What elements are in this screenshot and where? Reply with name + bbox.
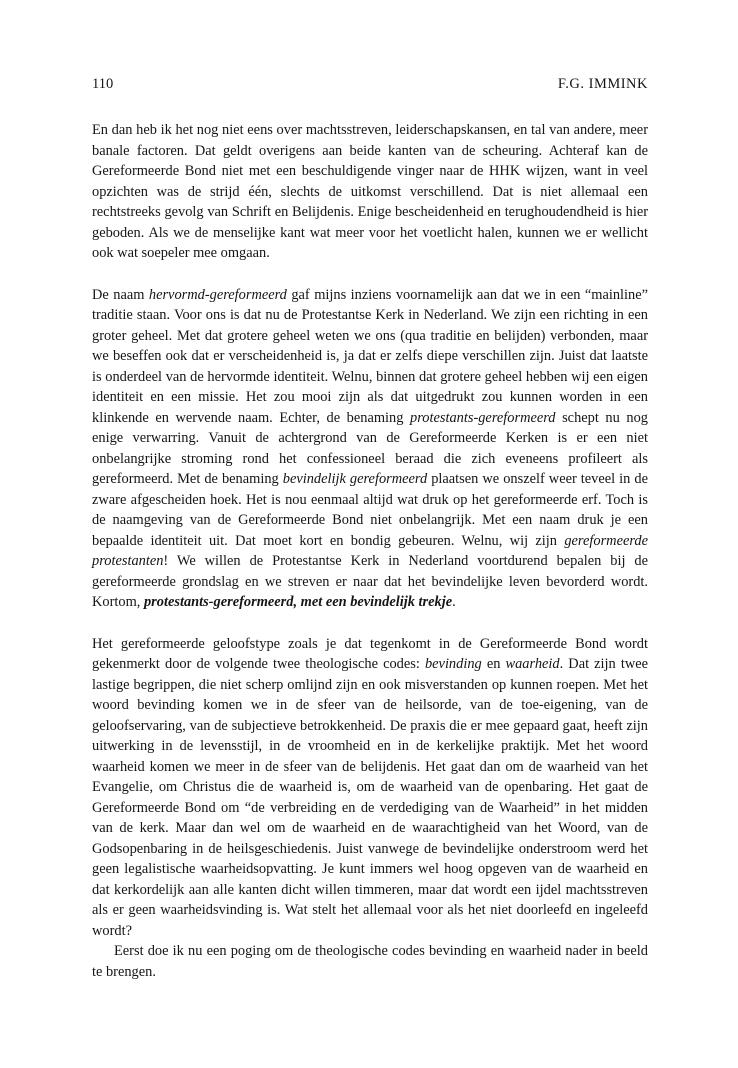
- text-run: hervormd-gereformeerd: [148, 286, 287, 303]
- text-run: waarheid: [505, 656, 560, 672]
- text-run: gaf mijns inziens voornamelijk aan dat we in een “mainline” traditie staan. Voor ons is dat nu de Protestantse Kerk in Nederland. We zijn een richting in een groter geheel. Met dat grotere geheel weten we ons (qua traditie en belijden) verbonden, maar we beseffen ook dat er verscheidenheid is, ja dat er zelfs diepe verschillen zijn. Juist dat laatste is onderdeel van de hervormde identiteit. Welnu, binnen dat grotere geheel hebben wij een eigen identiteit en een missie. Het zou mooi zijn als dat uitgedrukt zou kunnen worden in een klinkende en wervende naam. Echter, de benaming: [92, 286, 649, 426]
- text-run: Eerst doe ik nu een poging om de theologische codes bevinding en waarheid nader in beeld te brengen.: [92, 943, 648, 980]
- text-run: . Dat zijn twee lastige begrippen, die niet scherp omlijnd zijn en ook misverstanden op kunnen roepen. Met het woord bevinding komen we in de sfeer van de heilsorde, van de toe-eigening, van de geloofservaring, van de subjectieve betrokkenheid. De praxis die er mee gepaard gaat, heeft zijn uitwerking in de levensstijl, in de vroomheid en in de kerkelijke praktijk. Met het woord waarheid komen we meer in de sfeer van de belijdenis. Het gaat dan om de waarheid van het Evangelie, om Christus die de waarheid is, om de waarheid van de openbaring. Het gaat de Gereformeerde Bond om “de verbreiding en de verdediging van de Waarheid” in het midden van de kerk. Maar dan wel om de waarheid en de waarachtigheid van het Woord, van de Godsopenbaring in de heilsgeschiedenis. Juist vanwege de bevindelijke onderstroom werd het geen legalistische waarheidsopvatting. Je kunt immers wel hoog opgeven van de waarheid en dat kerkordelijk aan alle kanten dicht willen timmeren, maar dat wordt een ijdel machtsstreven als er geen waarheidsvinding is. Wat stelt het allemaal voor als het niet doorleefd en ingeleefd wordt?: [92, 656, 649, 939]
- page-number: 110: [92, 76, 114, 92]
- paragraph: [92, 941, 648, 982]
- text-run: Het gereformeerde geloofstype zoals je dat tegenkomt in de Gereformeerde Bond wordt gekenmerkt door de volgende twee theologische codes:: [92, 635, 648, 672]
- text-run: bevindelijk gereformeerd: [282, 471, 428, 487]
- page-body: [92, 120, 648, 982]
- paragraph: [92, 120, 648, 264]
- paragraph: [92, 285, 648, 613]
- text-run: En dan heb ik het nog niet eens over machtsstreven, leiderschapskansen, en tal van andere, meer banale factoren. Dat geldt overigens aan beide kanten van de scheuring. Achteraf kan de Gereformeerde Bond niet met een beschuldigende vinger naar de HHK wijzen, want in veel opzichten was de strijd één, slechts de uitkomst verschillend. Dat is niet allemaal een rechtstreeks gevolg van Schrift en Belijdenis. Enige bescheidenheid en terughoudendheid is hier geboden. Als we de menselijke kant wat meer voor het voetlicht halen, kunnen we er wellicht ook wat soepeler mee omgaan.: [92, 122, 648, 261]
- text-run: De naam: [92, 286, 149, 303]
- page-header: [92, 74, 648, 94]
- paragraph: [92, 634, 648, 942]
- text-run: ! We willen de Protestantse Kerk in Nederland voortdurend bepalen bij de gereformeerde grondslag en we streven er naar dat het bevindelijke leven bevorderd wordt. Kortom,: [92, 553, 648, 610]
- running-head-author: F.G. IMMINK: [557, 76, 648, 92]
- text-run: schept nu nog enige verwarring. Vanuit de achtergrond van de Gereformeerde Kerken is er een niet onbelangrijke stroming rond het confessioneel beraad die zich eveneens profileert als gereformeerd. Met de benaming: [92, 409, 648, 487]
- text-run: plaatsen we onszelf weer teveel in de zware afgescheiden hoek. Het is nou eenmaal altijd wat druk op het gereformeerde erf. Toch is de naamgeving van de Gereformeerde Bond niet onbelangrijk. Met een naam druk je een bepaalde identiteit uit. Dat moet kort en bondig gebeuren. Welnu, wij zijn: [92, 471, 648, 549]
- text-run: protestants-gereformeerd: [410, 409, 556, 426]
- text-run: .: [452, 594, 456, 610]
- text-run: protestants-gereformeerd, met een bevindelijk trekje: [143, 594, 453, 610]
- text-run: bevinding: [424, 656, 482, 672]
- text-run: gereformeerde protestanten: [92, 532, 648, 569]
- text-run: en: [481, 656, 506, 672]
